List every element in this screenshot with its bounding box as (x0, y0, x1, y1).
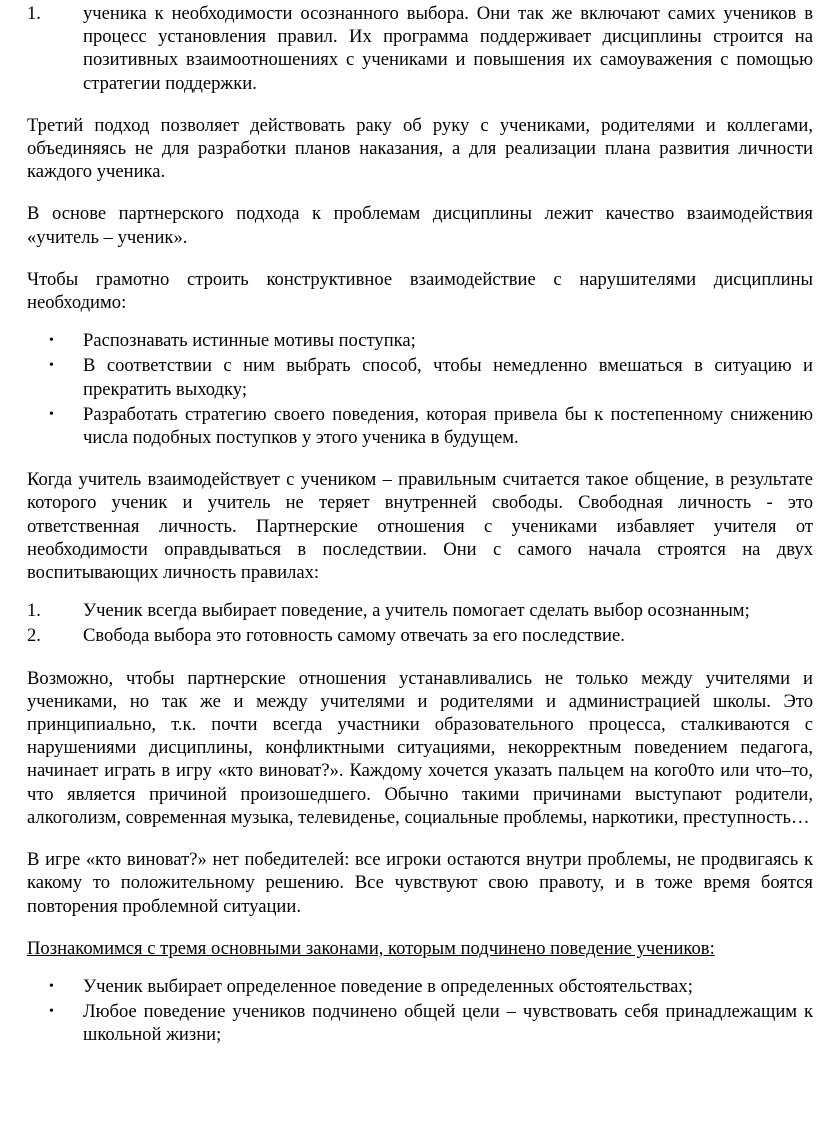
bullet-icon: • (49, 978, 54, 994)
list-number: 1. (27, 600, 41, 622)
list-item (27, 354, 813, 400)
list-item-text: Любое поведение учеников подчинено общей цели – чувствовать себя принадлежащим к школьной жизни; (83, 1001, 813, 1046)
bullet-icon: • (49, 406, 54, 422)
list-item (27, 2, 813, 95)
paragraph-partner-approach: В основе партнерского подхода к проблемам дисциплины лежит качество взаимодействия «учитель – ученик». (27, 203, 813, 248)
numbered-list-rules (27, 599, 813, 647)
list-item-text: В соответствии с ним выбрать способ, чтобы немедленно вмешаться в ситуацию и прекратить выходку; (83, 355, 813, 400)
bullet-icon: • (49, 1004, 54, 1020)
bullet-icon: • (49, 333, 54, 349)
list-item-text: Распознавать истинные мотивы поступка; (83, 330, 416, 352)
list-number: 2. (27, 625, 41, 647)
list-item (27, 624, 813, 647)
bullet-list-laws (27, 975, 813, 1047)
list-item-text: ученика к необходимости осознанного выбора. Они так же включают самих учеников в процесс установления правил. Их программа поддерживает дисциплины строится на позитивных взаимоотношениях с учениками и повышения их самоуважения с помощью стратегии поддержки. (83, 3, 813, 94)
paragraph-who-is-guilty: В игре «кто виноват?» нет победителей: все игроки остаются внутри проблемы, не продвигаясь к какому то положительному решению. Все чувствуют свою правоту, и в тоже время боятся повторения проблемной ситуации. (27, 849, 813, 917)
list-item (27, 599, 813, 622)
paragraph-three-laws-heading: Познакомимся с тремя основными законами, которым подчинено поведение учеников: (27, 937, 715, 959)
paragraph-teacher-interaction: Когда учитель взаимодействует с учеником – правильным считается такое общение, в результате которого ученик и учитель не теряет внутренней свободы. Свободная личность - это ответственная личность. Партнерские отношения с учениками избавляет учителя от необходимости оправдываться в последствии. Они с самого начала строятся на двух воспитывающих личность правилах: (27, 469, 813, 584)
list-item-text: Ученик всегда выбирает поведение, а учитель помогает сделать выбор осознанным; (83, 600, 750, 622)
list-item (27, 329, 813, 352)
list-number: 1. (27, 3, 41, 24)
paragraph-partnership: Возможно, чтобы партнерские отношения устанавливались не только между учителями и учениками, но так же и между учителями и родителями и администрацией школы. Это принципиально, т.к. почти всегда участники образовательного процесса, сталкиваются с нарушениями дисциплины, конфликтными ситуациями, некорректным поведением педагога, начинает играть в игру «кто виноват?». Каждому хочется указать пальцем на кого0то или что–то, что является причиной произошедшего. Обычно такими причинами выступают родители, алкоголизм, современная музыка, телевиденье, социальные проблемы, наркотики, преступность… (27, 667, 813, 828)
list-item-text: Разработать стратегию своего поведения, которая привела бы к постепенному снижению числа подобных поступков у этого ученика в будущем. (83, 403, 813, 449)
bullet-icon: • (49, 358, 54, 374)
bullet-list-actions (27, 329, 813, 449)
list-item-text: Свобода выбора это готовность самому отвечать за его последствие. (83, 625, 625, 647)
list-item-text: Ученик выбирает определенное поведение в определенных обстоятельствах; (83, 975, 693, 997)
list-item (27, 975, 813, 998)
list-item (27, 403, 813, 449)
paragraph-intro-list: Чтобы грамотно строить конструктивное взаимодействие с нарушителями дисциплины необходимо: (27, 268, 813, 314)
paragraph-third-approach: Третий подход позволяет действовать раку об руку с учениками, родителями и коллегами, объединяясь не для разработки планов наказания, а для реализации плана развития личности каждого ученика. (27, 114, 813, 183)
numbered-list-continued (27, 2, 813, 95)
list-item (27, 1000, 813, 1046)
